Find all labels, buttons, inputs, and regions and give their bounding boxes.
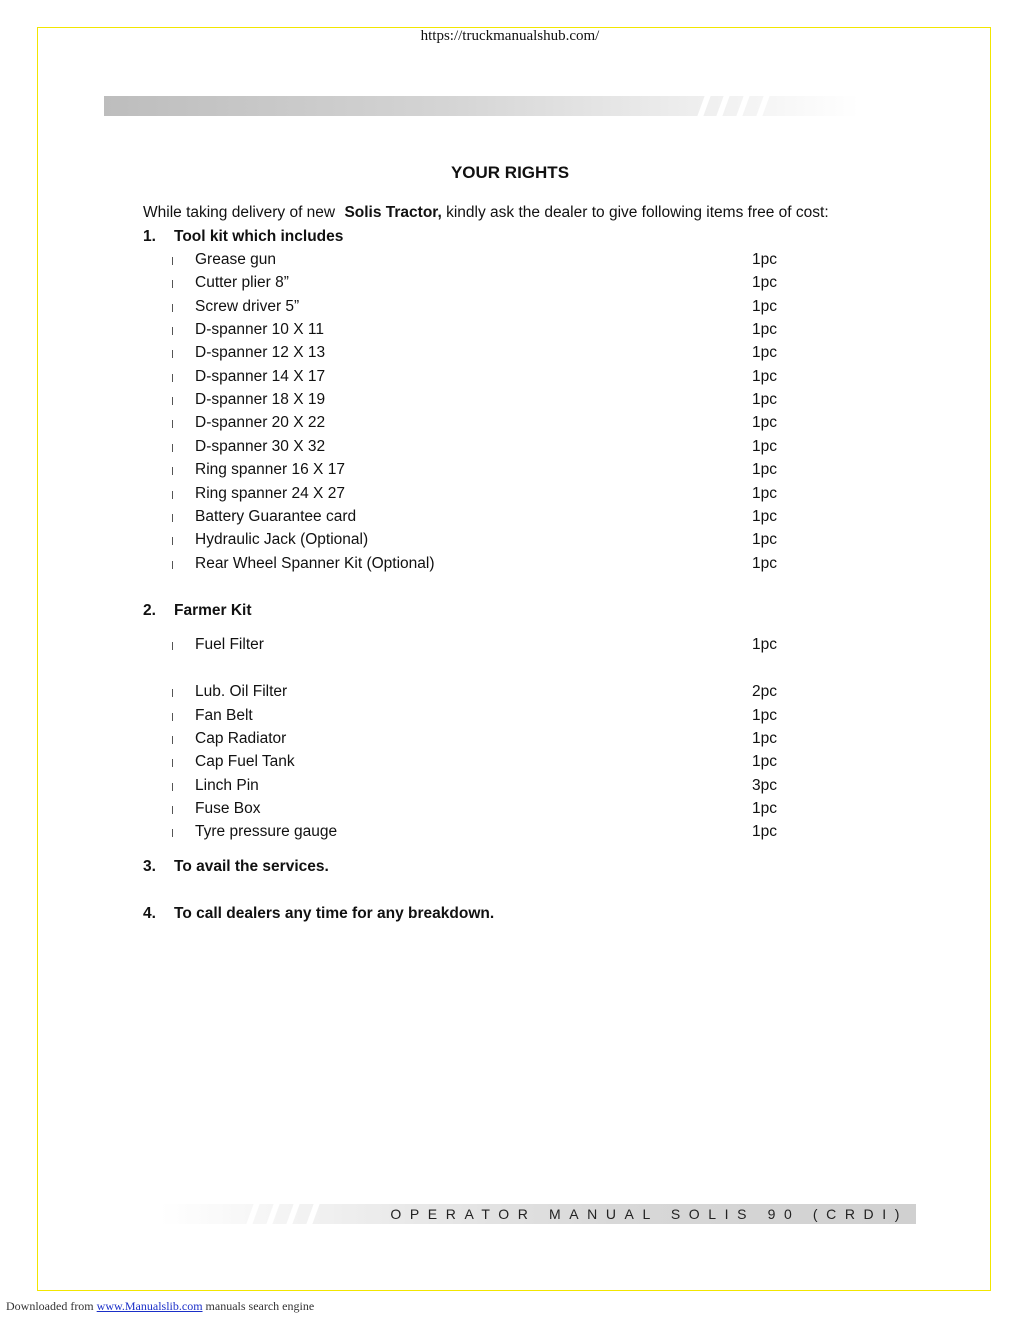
section-number: 1. xyxy=(143,228,156,245)
bullet-icon xyxy=(172,783,173,791)
credit-before: Downloaded from xyxy=(6,1299,97,1313)
list-item xyxy=(172,485,792,507)
bullet-icon xyxy=(172,397,173,405)
intro-after: kindly ask the dealer to give following items free of cost: xyxy=(441,204,829,221)
list-item xyxy=(172,298,792,320)
item-name: Battery Guarantee card xyxy=(195,507,357,525)
list-item xyxy=(172,707,792,729)
section-breakdown xyxy=(143,905,494,923)
list-item xyxy=(172,730,792,752)
bullet-icon xyxy=(172,759,173,767)
item-name: D-spanner 20 X 22 xyxy=(195,414,326,432)
item-name: Hydraulic Jack (Optional) xyxy=(195,531,369,549)
intro-before: While taking delivery of new xyxy=(143,204,336,221)
bullet-icon xyxy=(172,304,173,312)
item-quantity: 1pc xyxy=(752,321,777,339)
list-item xyxy=(172,531,792,553)
list-item xyxy=(172,823,792,845)
item-quantity: 1pc xyxy=(752,414,777,432)
item-name: D-spanner 14 X 17 xyxy=(195,367,326,385)
list-item xyxy=(172,368,792,390)
footer-manual-label: OPERATOR MANUAL SOLIS 90 (CRDI) xyxy=(390,1206,908,1222)
intro-product: Solis Tractor, xyxy=(344,204,442,221)
item-name: D-spanner 30 X 32 xyxy=(195,437,326,455)
bullet-icon xyxy=(172,561,173,569)
bullet-icon xyxy=(172,444,173,452)
bullet-icon xyxy=(172,806,173,814)
intro-text xyxy=(143,204,829,222)
list-item xyxy=(172,461,792,483)
item-quantity: 1pc xyxy=(752,297,777,315)
item-quantity: 1pc xyxy=(752,344,777,362)
list-item xyxy=(172,683,792,705)
item-quantity: 1pc xyxy=(752,636,777,653)
item-name: D-spanner 12 X 13 xyxy=(195,344,326,362)
bullet-icon xyxy=(172,736,173,744)
item-quantity: 3pc xyxy=(752,776,777,794)
item-name: Lub. Oil Filter xyxy=(195,683,288,701)
item-quantity: 2pc xyxy=(752,683,777,701)
download-credit xyxy=(6,1299,314,1314)
bullet-icon xyxy=(172,327,173,335)
section-heading: To avail the services. xyxy=(174,858,329,875)
bullet-icon xyxy=(172,713,173,721)
item-quantity: 1pc xyxy=(752,391,777,409)
item-name: Tyre pressure gauge xyxy=(195,823,338,841)
list-item xyxy=(172,391,792,413)
item-name: Fuse Box xyxy=(195,799,261,817)
bullet-icon xyxy=(172,537,173,545)
item-name: Cutter plier 8” xyxy=(195,274,289,292)
bullet-icon xyxy=(172,257,173,265)
item-name: Cap Radiator xyxy=(195,729,287,747)
section-farmer-kit xyxy=(143,602,252,620)
list-item xyxy=(172,753,792,775)
bullet-icon xyxy=(172,829,173,837)
list-item xyxy=(172,555,792,577)
section-heading: Farmer Kit xyxy=(174,602,252,619)
item-quantity: 1pc xyxy=(752,437,777,455)
list-item xyxy=(172,636,792,658)
item-quantity: 1pc xyxy=(752,531,777,549)
item-quantity: 1pc xyxy=(752,251,777,268)
item-name: Grease gun xyxy=(195,251,276,268)
section-number: 2. xyxy=(143,602,156,619)
item-quantity: 1pc xyxy=(752,274,777,292)
section-number: 4. xyxy=(143,905,156,922)
item-name: Screw driver 5” xyxy=(195,297,300,315)
section-heading: To call dealers any time for any breakdown. xyxy=(174,905,495,922)
item-name: D-spanner 10 X 11 xyxy=(195,321,324,339)
section-heading: Tool kit which includes xyxy=(174,228,344,245)
list-item xyxy=(172,777,792,799)
bullet-icon xyxy=(172,689,173,697)
item-quantity: 1pc xyxy=(752,367,777,385)
list-item xyxy=(172,438,792,460)
list-item xyxy=(172,251,792,273)
credit-after: manuals search engine xyxy=(202,1299,315,1313)
item-quantity: 1pc xyxy=(752,729,777,747)
item-name: Ring spanner 16 X 17 xyxy=(195,461,345,479)
item-name: Rear Wheel Spanner Kit (Optional) xyxy=(195,554,435,572)
manualslib-link[interactable]: www.Manualslib.com xyxy=(96,1299,203,1313)
section-number: 3. xyxy=(143,858,156,875)
item-name: D-spanner 18 X 19 xyxy=(195,391,326,409)
section-services xyxy=(143,858,329,876)
item-quantity: 1pc xyxy=(752,554,777,572)
list-item xyxy=(172,414,792,436)
item-quantity: 1pc xyxy=(752,507,777,525)
bullet-icon xyxy=(172,420,173,428)
bullet-icon xyxy=(172,642,173,650)
item-name: Cap Fuel Tank xyxy=(195,753,295,771)
item-quantity: 1pc xyxy=(752,461,777,479)
item-name: Fan Belt xyxy=(195,706,253,724)
bullet-icon xyxy=(172,467,173,475)
item-name: Ring spanner 24 X 27 xyxy=(195,484,345,502)
section-tool-kit xyxy=(143,228,343,246)
list-item xyxy=(172,321,792,343)
item-quantity: 1pc xyxy=(752,484,777,502)
bullet-icon xyxy=(172,374,173,382)
item-name: Linch Pin xyxy=(195,776,259,794)
source-url: https://truckmanualshub.com/ xyxy=(420,28,600,44)
list-item xyxy=(172,274,792,296)
page-title: YOUR RIGHTS xyxy=(450,163,570,182)
list-item xyxy=(172,508,792,530)
bullet-icon xyxy=(172,514,173,522)
item-quantity: 1pc xyxy=(752,753,777,771)
header-decor-bar xyxy=(104,96,859,116)
item-quantity: 1pc xyxy=(752,706,777,724)
item-name: Fuel Filter xyxy=(195,636,264,653)
item-quantity: 1pc xyxy=(752,823,777,841)
item-quantity: 1pc xyxy=(752,799,777,817)
list-item xyxy=(172,344,792,366)
list-item xyxy=(172,800,792,822)
bullet-icon xyxy=(172,280,173,288)
bullet-icon xyxy=(172,491,173,499)
bullet-icon xyxy=(172,350,173,358)
